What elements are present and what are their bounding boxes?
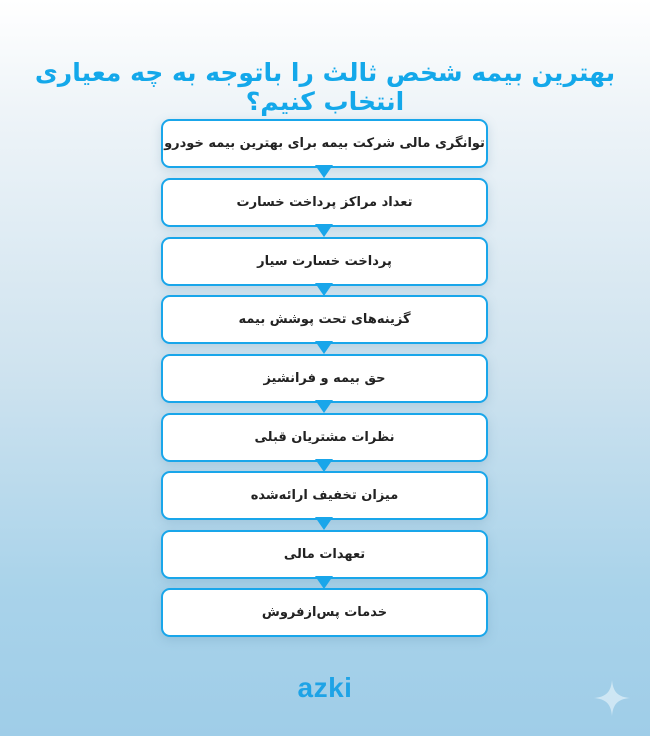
flow-step bbox=[161, 530, 488, 579]
down-arrow-icon bbox=[315, 400, 333, 413]
flow-step-label: گزینه‌های تحت پوشش بیمه bbox=[238, 312, 411, 327]
page-title: بهترین بیمه شخص ثالث را باتوجه به چه معیاری انتخاب کنیم؟ bbox=[34, 58, 616, 116]
flow-step-label: پرداخت خسارت سیار bbox=[257, 254, 392, 269]
down-arrow-icon bbox=[315, 517, 333, 530]
down-arrow-icon bbox=[315, 283, 333, 296]
brand-logo: azki bbox=[297, 672, 353, 703]
flow-step-label: میزان تخفیف ارائه‌شده bbox=[250, 488, 399, 503]
flow-step bbox=[161, 354, 488, 403]
flow-step bbox=[161, 237, 488, 286]
down-arrow-icon bbox=[315, 576, 333, 589]
flow-step bbox=[161, 119, 488, 168]
down-arrow-icon bbox=[315, 224, 333, 237]
flow-step bbox=[161, 588, 488, 637]
flow-step-label: نظرات مشتریان قبلی bbox=[254, 430, 395, 445]
flow-step-label: تعهدات مالی bbox=[283, 547, 366, 562]
sparkle-icon bbox=[594, 680, 630, 716]
down-arrow-icon bbox=[315, 459, 333, 472]
flow-step-label: تعداد مراکز پرداخت خسارت bbox=[236, 195, 413, 210]
flow-step-label: حق بیمه و فرانشیز bbox=[263, 371, 386, 386]
flow-step-label: توانگری مالی شرکت بیمه برای بهترین بیمه خودرو bbox=[164, 136, 485, 151]
flow-step bbox=[161, 471, 488, 520]
flow-step bbox=[161, 413, 488, 462]
down-arrow-icon bbox=[315, 341, 333, 354]
down-arrow-icon bbox=[315, 165, 333, 178]
flow-step-label: خدمات پس‌ازفروش bbox=[261, 605, 388, 620]
flow-step bbox=[161, 178, 488, 227]
flow-step bbox=[161, 295, 488, 344]
